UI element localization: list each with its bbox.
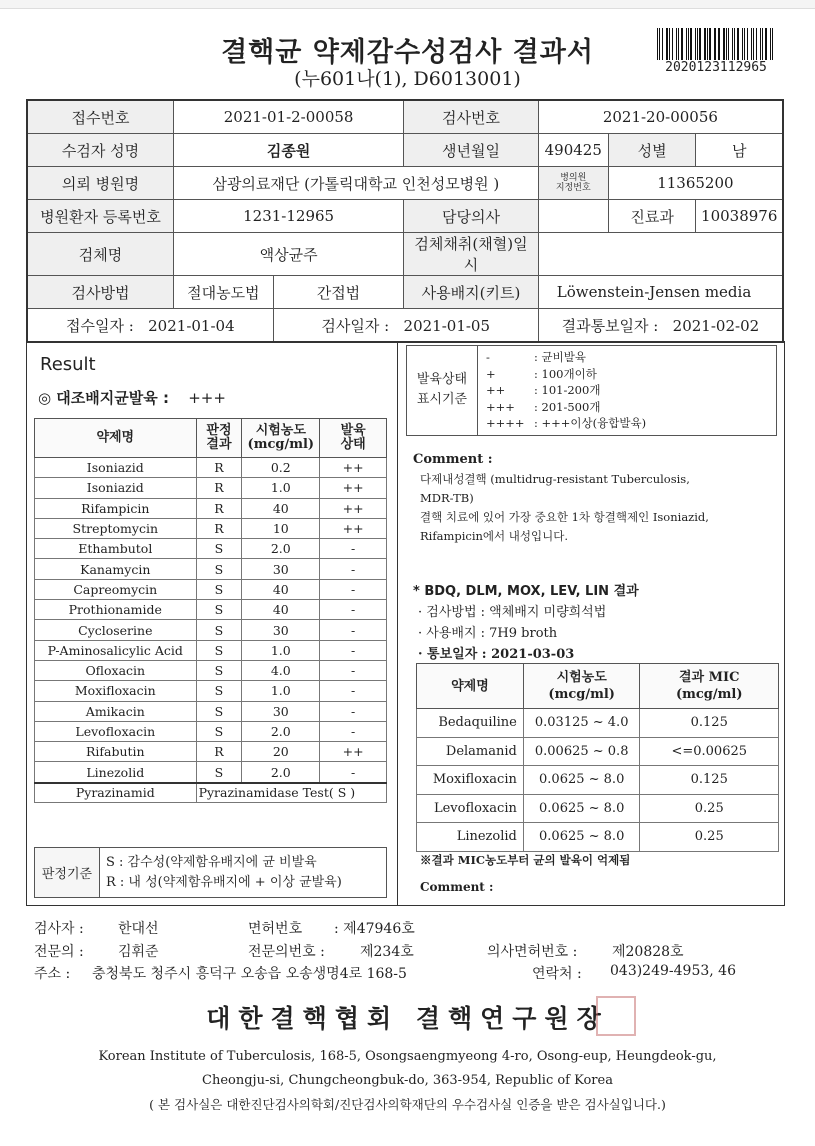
patient-reg-label: 병원환자 등록번호 xyxy=(27,200,173,233)
tested-date: 2021-01-05 xyxy=(403,316,491,335)
drug-row xyxy=(35,559,387,579)
patient-name-label: 수검자 성명 xyxy=(27,134,173,167)
patient-reg: 1231-12965 xyxy=(173,200,403,233)
mic-row xyxy=(417,737,779,766)
medium-label: 사용배지(키트) xyxy=(404,276,539,309)
mic-range: 0.0625 ~ 8.0 xyxy=(523,823,640,852)
drug-name: Cycloserine xyxy=(35,620,197,640)
doctor-license: 제20828호 xyxy=(612,944,684,960)
barcode-number: 2020123112965 xyxy=(665,60,767,75)
drug-row xyxy=(35,620,387,640)
barcode-bar xyxy=(666,28,668,60)
drug-growth: ++ xyxy=(320,518,387,538)
received xyxy=(27,309,273,343)
judgement-label: 판정기준 xyxy=(35,848,100,898)
barcode-bar xyxy=(715,28,716,60)
specimen: 액상균주 xyxy=(173,233,403,276)
organization-name: 대한결핵협회 결핵연구원장 xyxy=(206,1004,609,1033)
test-no-label: 검사번호 xyxy=(404,100,539,134)
legend-label: 발육상태 표시기준 xyxy=(407,346,478,436)
barcode-bar xyxy=(772,28,773,60)
reported-date: 2021-02-02 xyxy=(672,316,760,335)
drug-growth: - xyxy=(320,579,387,599)
drug-growth: - xyxy=(320,681,387,701)
method-1: 절대농도법 xyxy=(173,276,273,309)
drug-judgement: S xyxy=(196,620,242,640)
examiner: 한대선 xyxy=(118,921,159,937)
drug-concentration: 30 xyxy=(242,620,320,640)
legend-symbol: ++ xyxy=(486,383,506,397)
specialist-no: 제234호 xyxy=(360,944,414,960)
growth-legend xyxy=(406,345,777,436)
drug-judgement: S xyxy=(196,681,242,701)
mic-col-drug: 약제명 xyxy=(417,664,524,709)
doctor-label: 담당의사 xyxy=(404,200,539,233)
drug-judgement: R xyxy=(196,742,242,762)
barcode-bar xyxy=(732,28,733,60)
barcode-bar xyxy=(659,28,660,60)
mic-row xyxy=(417,766,779,795)
drug-concentration: 1.0 xyxy=(242,640,320,660)
bdq-report-date: · 통보일자 : 2021-03-03 xyxy=(418,647,575,662)
doctor-license-label: 의사면허번호 : xyxy=(487,944,578,960)
barcode-bar xyxy=(742,28,743,60)
specialist: 김휘준 xyxy=(118,944,159,960)
barcode-bar xyxy=(744,28,745,60)
license: : 제47946호 xyxy=(334,921,415,937)
drug-row xyxy=(35,579,387,599)
mic-range: 0.03125 ~ 4.0 xyxy=(523,709,640,738)
mic-range: 0.0625 ~ 8.0 xyxy=(523,766,640,795)
drug-row xyxy=(35,478,387,498)
specimen-label: 검체명 xyxy=(27,233,173,276)
drug-judgement: R xyxy=(196,498,242,518)
legend-symbol: + xyxy=(486,366,496,381)
col-judgement: 판정 결과 xyxy=(196,419,242,458)
contact: 043)249-4953, 46 xyxy=(610,963,736,979)
tested-label: 검사일자 : xyxy=(321,316,390,335)
barcode-bar xyxy=(714,28,715,60)
drug-concentration: 10 xyxy=(242,518,320,538)
drug-table xyxy=(34,418,387,803)
barcode-bar xyxy=(657,28,658,60)
examiner-label: 검사자 : xyxy=(34,921,84,937)
drug-name: Ofloxacin xyxy=(35,660,197,680)
legend-desc: : 100개이하 xyxy=(534,366,597,381)
patient-name: 김종원 xyxy=(173,134,403,167)
drug-name: Ethambutol xyxy=(35,539,197,559)
dob: 490425 xyxy=(538,134,608,167)
barcode-bar xyxy=(753,28,754,60)
barcode-bar xyxy=(726,28,727,60)
contact-label: 연락처 : xyxy=(532,966,582,982)
legend-symbol: +++ xyxy=(486,399,515,414)
department-label: 진료과 xyxy=(608,200,696,233)
bdq-method: · 검사방법 : 액체배지 미량희석법 xyxy=(418,605,607,620)
barcode-bar xyxy=(709,28,710,60)
barcode-bar xyxy=(678,28,679,60)
drug-name: Prothionamide xyxy=(35,600,197,620)
hospital-label: 의뢰 병원명 xyxy=(27,167,173,200)
comment-line: 다제내성결핵 (multidrug-resistant Tuberculosis, xyxy=(420,472,690,486)
drug-row xyxy=(35,640,387,660)
drug-growth: - xyxy=(320,559,387,579)
legend-symbol: - xyxy=(486,350,490,364)
department: 10038976 xyxy=(696,200,783,233)
drug-growth: - xyxy=(320,640,387,660)
specialist-label: 전문의 : xyxy=(34,944,84,960)
license-label: 면허번호 xyxy=(248,921,303,937)
control-growth-label: ◎ 대조배지균발육 : xyxy=(38,389,169,407)
drug-row xyxy=(35,742,387,762)
drug-growth: - xyxy=(320,600,387,620)
mic-range: 0.0625 ~ 8.0 xyxy=(523,794,640,823)
drug-row xyxy=(35,458,387,478)
legend-desc: : +++이상(융합발육) xyxy=(534,416,647,430)
legend-item xyxy=(486,349,768,366)
received-date: 2021-01-04 xyxy=(148,316,235,335)
drug-growth: ++ xyxy=(320,498,387,518)
received-label: 접수일자 : xyxy=(66,316,134,335)
drug-concentration: 40 xyxy=(242,600,320,620)
drug-growth: ++ xyxy=(320,478,387,498)
drug-name: Amikacin xyxy=(35,701,197,721)
page-subtitle: (누601나(1), D6013001) xyxy=(294,68,521,90)
mic-result: 0.125 xyxy=(640,709,779,738)
drug-growth: - xyxy=(320,721,387,741)
legend-item xyxy=(486,366,768,383)
judgement-criteria xyxy=(34,847,387,898)
drug-judgement: S xyxy=(196,660,242,680)
address-label: 주소 : xyxy=(34,966,71,982)
mic-drug: Moxifloxacin xyxy=(417,766,524,795)
medium: Löwenstein-Jensen media xyxy=(538,276,783,309)
drug-growth: - xyxy=(320,762,387,783)
drug-concentration: 4.0 xyxy=(242,660,320,680)
comment-line: Rifampicin에서 내성입니다. xyxy=(420,529,568,543)
drug-judgement: R xyxy=(196,518,242,538)
drug-judgement: S xyxy=(196,600,242,620)
legend-desc: : 101-200개 xyxy=(534,383,601,397)
barcode-bar xyxy=(770,28,771,60)
barcode-bar xyxy=(681,28,683,60)
drug-judgement: S xyxy=(196,640,242,660)
drug-name: Isoniazid xyxy=(35,478,197,498)
judgement-values xyxy=(100,848,387,898)
drug-judgement: S xyxy=(196,762,242,783)
top-bar xyxy=(0,0,815,9)
drug-concentration: 1.0 xyxy=(242,478,320,498)
reported xyxy=(538,309,783,343)
drug-row xyxy=(35,498,387,518)
drug-concentration: 1.0 xyxy=(242,681,320,701)
barcode-bar xyxy=(697,28,698,60)
pyrazinamid-row xyxy=(35,783,387,803)
barcode-bar xyxy=(686,28,687,60)
drug-growth: - xyxy=(320,660,387,680)
pyrazinamid-name: Pyrazinamid xyxy=(35,783,197,803)
info-table xyxy=(26,99,784,343)
barcode-bar xyxy=(707,28,708,60)
control-growth-value: +++ xyxy=(188,389,226,407)
drug-row xyxy=(35,721,387,741)
mic-table xyxy=(416,663,779,852)
barcode-bar xyxy=(723,28,724,60)
drug-name: P-Aminosalicylic Acid xyxy=(35,640,197,660)
mic-row xyxy=(417,794,779,823)
legend-item xyxy=(486,415,768,432)
mic-drug: Bedaquiline xyxy=(417,709,524,738)
barcode-bar xyxy=(734,28,735,60)
judgement-s: S : 감수성(약제함유배지에 균 비발육 xyxy=(106,854,317,870)
legend-desc: : 균비발육 xyxy=(534,350,586,364)
hospital-code-label-text: 병의원 지정번호 xyxy=(555,173,591,193)
barcode xyxy=(657,28,775,60)
drug-concentration: 20 xyxy=(242,742,320,762)
drug-judgement: S xyxy=(196,701,242,721)
drug-concentration: 2.0 xyxy=(242,762,320,783)
drug-name: Isoniazid xyxy=(35,458,197,478)
collection xyxy=(538,233,783,276)
reception-no-label: 접수번호 xyxy=(27,100,173,134)
drug-row xyxy=(35,660,387,680)
legend-symbol: ++++ xyxy=(486,416,525,430)
reported-label: 결과통보일자 : xyxy=(561,316,659,335)
method-2: 간접법 xyxy=(273,276,404,309)
drug-growth: - xyxy=(320,701,387,721)
barcode-bar xyxy=(695,28,696,60)
barcode-bar xyxy=(765,28,767,60)
reception-no: 2021-01-2-00058 xyxy=(173,100,403,134)
hospital-code-label xyxy=(538,167,608,200)
drug-growth: ++ xyxy=(320,742,387,762)
barcode-bar xyxy=(704,28,706,60)
bdq-medium: · 사용배지 : 7H9 broth xyxy=(418,626,558,641)
mic-result: <=0.00625 xyxy=(640,737,779,766)
col-growth: 발육 상태 xyxy=(320,419,387,458)
control-growth xyxy=(38,387,226,408)
mic-row xyxy=(417,709,779,738)
legend-item xyxy=(486,399,768,416)
drug-concentration: 40 xyxy=(242,498,320,518)
drug-name: Rifampicin xyxy=(35,498,197,518)
mic-result: 0.25 xyxy=(640,794,779,823)
drug-name: Linezolid xyxy=(35,762,197,783)
mic-drug: Linezolid xyxy=(417,823,524,852)
comment-line: MDR-TB) xyxy=(420,491,474,505)
test-no: 2021-20-00056 xyxy=(538,100,783,134)
drug-row xyxy=(35,600,387,620)
barcode-bar xyxy=(760,28,761,60)
col-drug: 약제명 xyxy=(35,419,197,458)
sex: 남 xyxy=(696,134,783,167)
barcode-bar xyxy=(762,28,763,60)
mic-result: 0.25 xyxy=(640,823,779,852)
pyrazinamid-result: Pyrazinamidase Test( S ) xyxy=(196,783,386,803)
mic-col-range: 시험농도 (mcg/ml) xyxy=(523,664,640,709)
hospital: 삼광의료재단 (가톨릭대학교 인천성모병원 ) xyxy=(173,167,538,200)
tested xyxy=(273,309,538,343)
barcode-bar xyxy=(662,28,663,60)
drug-judgement: S xyxy=(196,559,242,579)
legend-item xyxy=(486,382,768,399)
drug-row xyxy=(35,681,387,701)
barcode-bar xyxy=(756,28,757,60)
drug-row xyxy=(35,518,387,538)
drug-judgement: S xyxy=(196,539,242,559)
mic-result: 0.125 xyxy=(640,766,779,795)
drug-name: Rifabutin xyxy=(35,742,197,762)
hospital-code: 11365200 xyxy=(608,167,783,200)
legend-desc: : 201-500개 xyxy=(534,399,601,414)
doctor xyxy=(538,200,608,233)
drug-name: Streptomycin xyxy=(35,518,197,538)
certification-note: ( 본 검사실은 대한진단검사의학회/진단검사의학재단의 우수검사실 인증을 받은 검사실입니다.) xyxy=(149,1097,666,1112)
mic-drug: Levofloxacin xyxy=(417,794,524,823)
drug-row xyxy=(35,701,387,721)
result-heading: Result xyxy=(40,354,96,375)
address: 충청북도 청주시 흥덕구 오송읍 오송생명4로 168-5 xyxy=(92,966,407,982)
col-concentration: 시험농도 (mcg/ml) xyxy=(242,419,320,458)
method-label: 검사방법 xyxy=(27,276,173,309)
page-title: 결핵균 약제감수성검사 결과서 xyxy=(221,37,594,68)
barcode-bar xyxy=(688,28,689,60)
drug-growth: ++ xyxy=(320,458,387,478)
bdq-comment: Comment : xyxy=(420,880,494,894)
barcode-bar xyxy=(676,28,677,60)
barcode-bar xyxy=(690,28,691,60)
drug-name: Kanamycin xyxy=(35,559,197,579)
comment-line: 결핵 치료에 있어 가장 중요한 1차 항결핵제인 Isoniazid, xyxy=(420,510,709,524)
barcode-bar xyxy=(672,28,673,60)
english-address-2: Cheongju-si, Chungcheongbuk-do, 363-954, Republic of Korea xyxy=(202,1073,613,1088)
mic-col-result: 결과 MIC (mcg/ml) xyxy=(640,664,779,709)
sex-label: 성별 xyxy=(608,134,696,167)
drug-row xyxy=(35,539,387,559)
barcode-bar xyxy=(728,28,729,60)
barcode-bar xyxy=(737,28,739,60)
judgement-r: R : 내 성(약제함유배지에 + 이상 균발육) xyxy=(106,874,342,890)
drug-concentration: 2.0 xyxy=(242,539,320,559)
english-address-1: Korean Institute of Tuberculosis, 168-5, Osongsaengmyeong 4-ro, Osong-eup, Heungdeok-gu, xyxy=(98,1049,717,1064)
comment-heading: Comment : xyxy=(413,452,493,467)
drug-concentration: 40 xyxy=(242,579,320,599)
drug-growth: - xyxy=(320,620,387,640)
drug-concentration: 0.2 xyxy=(242,458,320,478)
collection-label: 검체채취(채혈)일시 xyxy=(404,233,539,276)
drug-judgement: S xyxy=(196,721,242,741)
specialist-no-label: 전문의번호 : xyxy=(248,944,325,960)
dob-label: 생년월일 xyxy=(404,134,539,167)
barcode-bar xyxy=(699,28,700,60)
bdq-heading: * BDQ, DLM, MOX, LEV, LIN 결과 xyxy=(413,584,639,599)
mic-drug: Delamanid xyxy=(417,737,524,766)
barcode-bar xyxy=(751,28,752,60)
legend-items xyxy=(478,346,777,436)
drug-judgement: S xyxy=(196,579,242,599)
drug-name: Capreomycin xyxy=(35,579,197,599)
mic-note: ※결과 MIC농도부터 균의 발육이 억제됨 xyxy=(420,853,631,867)
drug-judgement: R xyxy=(196,478,242,498)
seal-stamp xyxy=(596,996,636,1036)
mic-row xyxy=(417,823,779,852)
drug-growth: - xyxy=(320,539,387,559)
barcode-bar xyxy=(747,28,748,60)
drug-row xyxy=(35,762,387,783)
drug-concentration: 30 xyxy=(242,701,320,721)
drug-name: Moxifloxacin xyxy=(35,681,197,701)
barcode-bar xyxy=(718,28,720,60)
drug-concentration: 2.0 xyxy=(242,721,320,741)
barcode-bar xyxy=(669,28,670,60)
drug-concentration: 30 xyxy=(242,559,320,579)
drug-judgement: R xyxy=(196,458,242,478)
mic-range: 0.00625 ~ 0.8 xyxy=(523,737,640,766)
comment-body xyxy=(420,470,770,546)
drug-name: Levofloxacin xyxy=(35,721,197,741)
